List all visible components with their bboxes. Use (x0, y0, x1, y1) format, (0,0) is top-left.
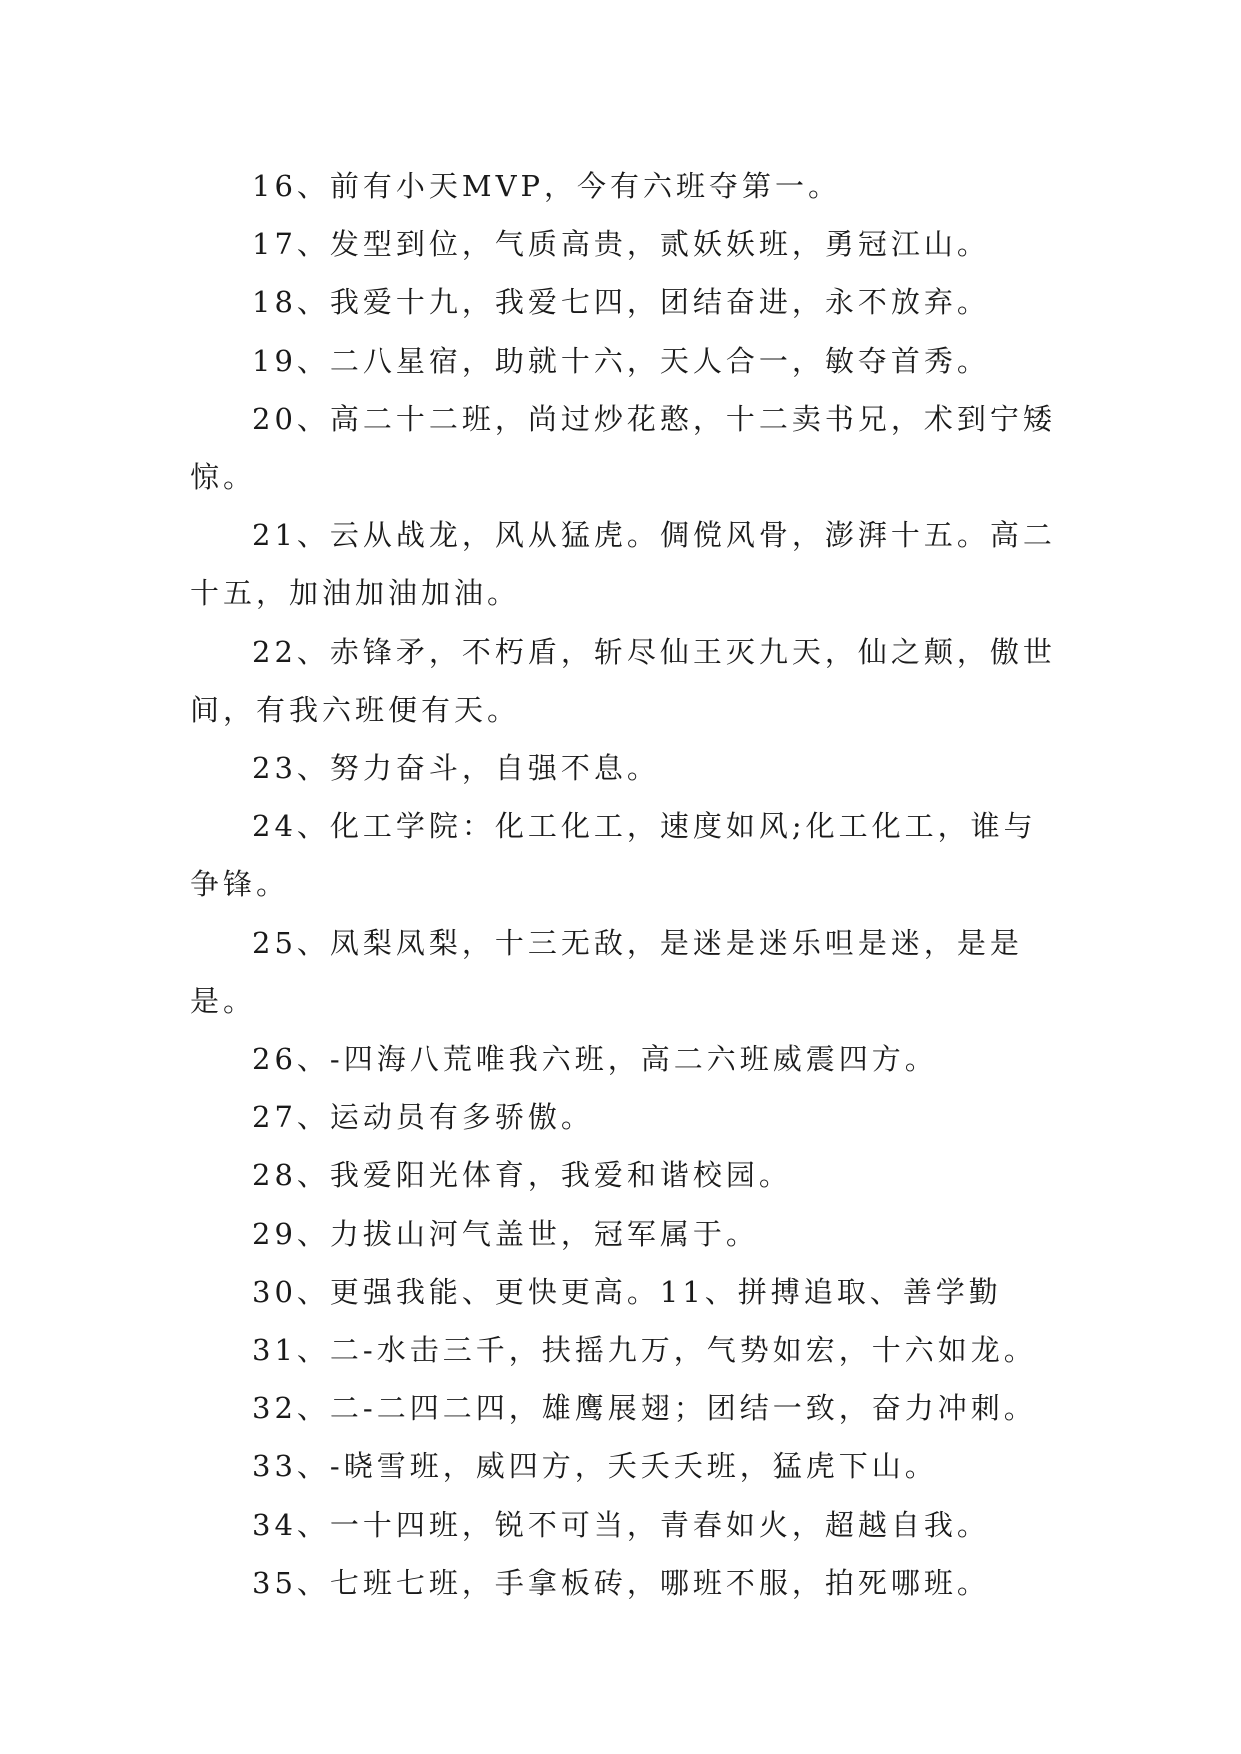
slogan-24: 24、化工学院：化工化工，速度如风;化工化工，谁与争锋。 (190, 809, 1037, 902)
slogan-29: 29、力拔山河气盖世，冠军属于。 (252, 1216, 759, 1251)
slogan-33: 33、-晓雪班，威四方，夭夭夭班，猛虎下山。 (252, 1449, 938, 1484)
slogan-35: 35、七班七班，手拿板砖，哪班不服，拍死哪班。 (252, 1565, 990, 1600)
document-body (190, 157, 1060, 1612)
slogan-34: 34、一十四班，锐不可当，青春如火，超越自我。 (252, 1507, 990, 1542)
slogan-17: 17、发型到位，气质高贵，贰妖妖班，勇冠江山。 (252, 227, 990, 262)
slogan-20: 20、高二十二班，尚过炒花憨，十二卖书兄，术到宁矮惊。 (190, 401, 1056, 495)
slogan-23: 23、努力奋斗，自强不息。 (252, 751, 660, 786)
slogan-28: 28、我爱阳光体育，我爱和谐校园。 (252, 1158, 792, 1193)
slogan-25: 25、凤梨凤梨，十三无敌，是迷是迷乐呾是迷，是是是。 (190, 925, 1023, 1018)
slogan-18: 18、我爱十九，我爱七四，团结奋进，永不放弃。 (252, 285, 990, 320)
slogan-22: 22、赤锋矛，不朽盾，斩尽仙王灭九天，仙之颠，傲世间，有我六班便有天。 (190, 634, 1056, 727)
slogan-19: 19、二八星宿，助就十六，天人合一，敏夺首秀。 (252, 343, 990, 378)
slogan-21: 21、云从战龙，风从猛虎。倜傥风骨，澎湃十五。高二十五，加油加油加油。 (190, 518, 1056, 611)
slogan-31: 31、二-水击三千，扶摇九万，气势如宏，十六如龙。 (252, 1333, 1037, 1368)
slogan-30: 30、更强我能、更快更高。11、拼搏追取、善学勤 (252, 1274, 1002, 1309)
slogan-32: 32、二-二四二四，雄鹰展翅；团结一致，奋力冲刺。 (252, 1391, 1037, 1426)
slogan-27: 27、运动员有多骄傲。 (252, 1100, 594, 1135)
slogan-16: 16、前有小天MVP，今有六班夺第一。 (252, 169, 842, 203)
slogan-26: 26、-四海八荒唯我六班，高二六班威震四方。 (252, 1042, 938, 1077)
